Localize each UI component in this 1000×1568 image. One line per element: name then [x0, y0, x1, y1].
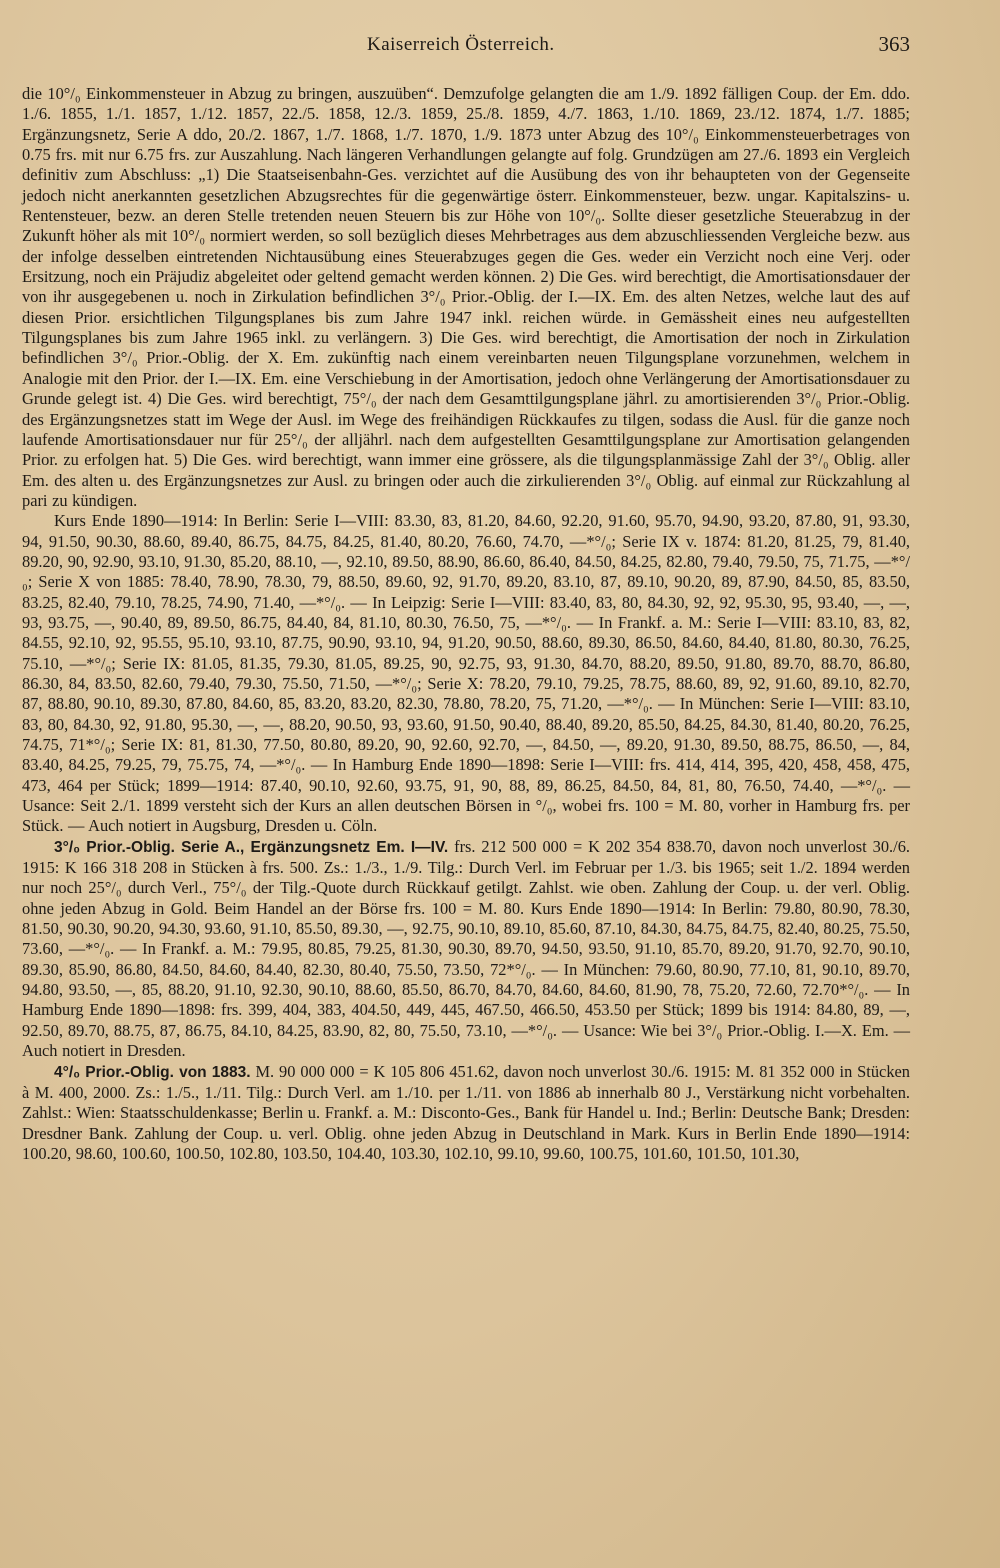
- page-number: 363: [878, 32, 910, 56]
- page-title: Kaiserreich Österreich.: [367, 34, 555, 55]
- running-head: [22, 32, 910, 60]
- body-text: [22, 84, 910, 1164]
- paragraph-text: Kurs Ende 1890—1914: In Berlin: Serie I—VIII: 83.30, 83, 81.20, 84.60, 92.20, 91.60, 95.70, 94.90, 93.20, 87.80, 91, 93.30, 94, 91.50, 90.30, 88.60, 89.40, 86.75, 84.75, 84.25, 81.40, 80.20, 76.60, 74.70, —*°/₀; Serie IX v. 1874: 81.20, 81.25, 79, 81.40, 89.20, 90, 92.90, 93.10, 91.30, 85.20, 88.10, —, 92.10, 89.50, 88.90, 86.60, 86.40, 84.50, 84.25, 82.80, 79.40, 79.50, 75, 71.75, —*°/₀; Serie X von 1885: 78.40, 78.90, 78.30, 79, 88.50, 89.60, 92, 91.70, 89.20, 83.10, 87, 89.10, 90.20, 89, 87.90, 84.50, 85, 83.50, 83.25, 82.40, 79.10, 78.25, 74.90, 71.40, —*°/₀. — In Leipzig: Serie I—VIII: 83.40, 83, 80, 84.30, 92, 92, 95.30, 95, 93.40, —, —, 93, 93.75, —, 90.40, 89, 89.50, 86.75, 84.40, 84, 81.10, 80.30, 76.50, 75, —*°/₀. — In Frankf. a. M.: Serie I—VIII: 83.10, 83, 82, 84.55, 92.10, 92, 95.55, 95.10, 93.10, 87.75, 90.90, 93.10, 94, 91.20, 90.50, 88.60, 89.30, 86.50, 84.60, 84.40, 81.80, 80.30, 76.25, 75.10, —*°/₀; Serie IX: 81.05, 81.35, 79.30, 81.05, 89.25, 90, 92.75, 93, 91.30, 84.70, 88.20, 89.50, 91.80, 89.70, 88.70, 86.80, 86.30, 84, 83.50, 82.60, 79.40, 79.30, 75.50, 71.50, —*°/₀; Serie X: 78.20, 79.10, 79.25, 78.75, 88.60, 89, 92, 91.60, 89.10, 82.70, 87, 88.80, 90.10, 89.30, 87.80, 84.60, 85, 83.20, 83.20, 82.30, 78.80, 78.20, 75, 71.20, —*°/₀. — In München: Serie I—VIII: 83.10, 83, 80, 84.30, 92, 91.80, 95.30, —, —, 88.20, 90.50, 93, 93.60, 91.50, 90.40, 88.40, 89.20, 85.50, 84.25, 84.30, 81.40, 80.20, 76.25, 74.75, 71*°/₀; Serie IX: 81, 81.30, 77.50, 80.80, 89.20, 90, 92.60, 92.70, —, 84.50, —, 89.20, 91.30, 89.50, 88.75, 86.50, —, 84, 83.40, 84.25, 79.25, 79, 75.75, 74, —*°/₀. — In Hamburg Ende 1890—1898: Serie I—VIII: frs. 414, 414, 395, 420, 458, 458, 475, 473, 464 per Stück; 1899—1914: 87.40, 90.10, 92.60, 93.75, 91, 90, 88, 89, 86.25, 84.50, 84, 81, 80, 76.50, 74.40, —*°/₀. — Usance: Seit 2./1. 1899 versteht sich der Kurs an allen deutschen Börsen in °/₀, wobei frs. 100 = M. 80, vorher in Hamburg frs. per Stück. — Auch notiert in Augsburg, Dresden u. Cöln.: [22, 511, 910, 836]
- entry-serie-a: [22, 837, 910, 1062]
- entry-heading: 4°/₀ Prior.-Oblig. von 1883.: [54, 1063, 251, 1081]
- paragraph-kurs-quotes: [22, 511, 910, 837]
- entry-heading: 3°/₀ Prior.-Oblig. Serie A., Ergänzungsnetz Em. I—IV.: [54, 838, 449, 856]
- paragraph-text: die 10°/₀ Einkommensteuer in Abzug zu bringen, auszuüben“. Demzufolge gelangten die am 1./9. 1892 fälligen Coup. der Em. ddo. 1./6. 1855, 1./1. 1857, 1./12. 1857, 22./5. 1858, 12./3. 1859, 25./8. 1859, 4./7. 1863, 1./10. 1869, 23./12. 1874, 1./7. 1885; Ergänzungsnetz, Serie A ddo, 20./2. 1867, 1./7. 1868, 1./7. 1870, 1./9. 1873 unter Abzug des 10°/₀ Einkommensteuerbetrages von 0.75 frs. mit nur 6.75 frs. zur Auszahlung. Nach längeren Verhandlungen gelangte auf folg. Grundzügen am 27./6. 1893 ein Vergleich definitiv zum Abschluss: „1) Die Staatseisenbahn-Ges. verzichtet auf die Ausübung des von ihr behaupteten von der Gegenseite jedoch nicht anerkannten gesetzlichen Abzugsrechtes für die gegenwärtige österr. Einkommensteuer, bezw. ungar. Kapitalszins- u. Rentensteuer, bezw. an deren Stelle tretenden neuen Steuern bis zur Höhe von 10°/₀. Sollte dieser gesetzliche Steuerabzug in der Zukunft höher als mit 10°/₀ normiert werden, so soll bezüglich dieses Mehrbetrages aus dem abzuschliessenden Vergleiche bezw. aus der infolge desselben eintretenden Nichtausübung eines Steuerabzuges gegen die Ges. weder ein Verzicht noch eine Verj. oder Ersitzung, noch ein Präjudiz abgeleitet oder geltend gemacht werden können. 2) Die Ges. wird berechtigt, die Amortisationsdauer der von ihr ausgegebenen u. noch in Zirkulation befindlichen 3°/₀ Prior.-Oblig. der I.—IX. Em. des alten Netzes, welche laut des auf diesen Prior. ersichtlichen Tilgungsplanes bis zum Jahre 1947 inkl. reichen würde. in Gemässheit eines neu aufgestellten Tilgungsplanes bis zum Jahre 1965 inkl. zu verlängern. 3) Die Ges. wird berechtigt, die Amortisation der noch in Zirkulation befindlichen 3°/₀ Prior.-Oblig. der X. Em. zukünftig nach einem vereinbarten neuen Tilgungsplane vorzunehmen, welchem in Analogie mit den Prior. der I.—IX. Em. eine Verschiebung in der Amortisation, jedoch ohne Verlängerung der Amortisationsdauer zu Grunde gelegt ist. 4) Die Ges. wird berechtigt, 75°/₀ der nach dem Gesamttilgungsplane jährl. zu amortisierenden 3°/₀ Prior.-Oblig. des Ergänzungsnetzes statt im Wege der Ausl. im Wege des freihändigen Rückkaufes zu tilgen, sodass die Ausl. für die ganze noch laufende Amortisationsdauer nur für 25°/₀ der alljährl. nach dem aufgestellten Gesamttilgungsplane zur Amortisation gelangenden Prior. zu erfolgen hat. 5) Die Ges. wird berechtigt, wann immer eine grössere, als die tilgungsplanmässige Zahl der 3°/₀ Oblig. aller Em. des alten u. des Ergänzungsnetzes zur Ausl. zu bringen oder auch die zirkulierenden 3°/₀ Oblig. auf einmal zur Rückzahlung al pari zu kündigen.: [22, 84, 910, 510]
- entry-prior-1883: [22, 1062, 910, 1165]
- entry-text: frs. 212 500 000 = K 202 354 838.70, davon noch unverlost 30./6. 1915: K 166 318 208 in Stücken à frs. 500. Zs.: 1./3., 1./9. Tilg.: Durch Verl. im Februar per 1./3. bis 1965; seit 1./2. 1894 werden nur noch 25°/₀ durch Verl., 75°/₀ der Tilg.-Quote durch Rückkauf getilgt. Zahlst. wie oben. Zahlung der Coup. u. der verl. Oblig. ohne jeden Abzug in Gold. Beim Handel an der Börse frs. 100 = M. 80. Kurs Ende 1890—1914: In Berlin: 79.80, 80.90, 78.30, 81.50, 90.30, 90.20, 94.30, 93.60, 91.10, 85.50, 89.30, —, 92.75, 90.10, 89.10, 85.60, 87.10, 84.30, 84.75, 84.75, 82.40, 80.25, 75.50, 73.60, —*°/₀. — In Frankf. a. M.: 79.95, 80.85, 79.25, 81.30, 90.30, 89.70, 94.50, 93.50, 91.10, 85.70, 89.20, 91.70, 92.70, 90.10, 89.30, 85.90, 86.80, 84.50, 84.60, 84.40, 82.30, 80.40, 75.50, 73.50, 72*°/₀. — In München: 79.60, 80.90, 77.10, 81, 90.10, 89.70, 94.80, 93.50, —, 85, 88.20, 91.10, 92.30, 90.10, 88.60, 85.50, 86.70, 84.70, 84.60, 84.60, 81.90, 78, 75.20, 72.60, 72.70*°/₀. — In Hamburg Ende 1890—1898: frs. 399, 404, 383, 404.50, 449, 445, 467.50, 466.50, 453.50 per Stück; 1899 bis 1914: 84.80, 89, —, 92.50, 89.70, 88.75, 87, 86.75, 84.10, 84.25, 83.90, 82, 80, 75.50, 73.10, —*°/₀. — Usance: Wie bei 3°/₀ Prior.-Oblig. I.—X. Em. — Auch notiert in Dresden.: [22, 836, 910, 1061]
- paragraph-intro: [22, 84, 910, 511]
- entry-text: M. 90 000 000 = K 105 806 451.62, davon noch unverlost 30./6. 1915: M. 81 352 000 in Stücken à M. 400, 2000. Zs.: 1./5., 1./11. Tilg.: Durch Verl. am 1./10. per 1./11. von 1886 ab innerhalb 80 J., Verstärkung nicht vorbehalten. Zahlst.: Wien: Staatsschuldenkasse; Berlin u. Frankf. a. M.: Disconto-Ges., Bank für Handel u. Ind.; Berlin: Deutsche Bank; Dresden: Dresdner Bank. Zahlung der Coup. u. verl. Oblig. ohne jeden Abzug in Deutschland in Mark. Kurs in Berlin Ende 1890—1914: 100.20, 98.60, 100.60, 100.50, 102.80, 103.50, 104.40, 103.30, 102.10, 99.10, 99.60, 100.75, 101.60, 101.50, 101.30,: [22, 1061, 910, 1163]
